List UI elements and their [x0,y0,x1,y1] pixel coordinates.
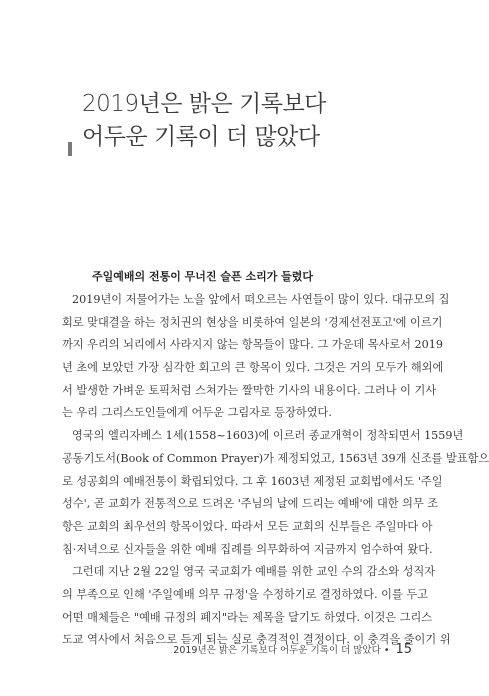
body-line: 그런데 지난 2월 22일 영국 국교회가 예배를 위한 교인 수의 감소와 성직자 [72,565,436,579]
body-line: 어떤 매체들은 "예배 규정의 폐지"라는 제목을 달기도 하였다. 이것은 그리스 [62,610,433,624]
body-line: 는 우리 그리스도인들에게 어두운 그림자로 등장하였다. [62,406,332,420]
body-line: 도교 역사에서 처음으로 듣게 되는 실로 충격적인 결정이다. 이 충격을 줄이기 위 [62,633,451,647]
page-footer [173,642,412,657]
body-line: 로 성공회의 예배전통이 확립되었다. 그 후 1603년 제정된 교회법에서도 '주일 [62,474,443,488]
chapter-title [82,88,442,154]
body-line: 성수', 곧 교회가 전통적으로 드려온 '주님의 날에 드리는 예배'에 대한 의무 조 [62,497,439,511]
body-line: 공동기도서(Book of Common Prayer)가 제정되었고, 1563년 39개 신조를 발표함으 [62,451,489,465]
page-number: 15 [395,642,412,657]
section-heading: 주일예배의 전통이 무너진 슬픈 소리가 들렸다 [92,270,314,283]
body-line: 의 부족으로 인해 '주일예배 의무 규정'을 수정하기로 결정하였다. 이를 두고 [62,587,428,601]
body-line: 회로 맞대결을 하는 정치권의 현상을 비롯하여 일본의 '경제선전포고'에 이르기 [62,315,443,329]
running-title: 2019년은 밝은 기록보다 어두운 기록이 더 많았다 [173,645,381,656]
footer-separator: • [383,645,390,656]
body-line: 영국의 엘리자베스 1세(1558~1603)에 이르러 종교개혁이 정착되면서 1559년 [72,429,464,443]
body-line: 년 초에 보았던 가장 심각한 회고의 큰 항목이 있다. 그것은 거의 모두가 해외에 [62,361,444,375]
body-line: 2019년이 저물어가는 노을 앞에서 떠오르는 사연들이 많이 있다. 대규모의 집 [72,293,450,306]
body-line: 서 발생한 가벼운 토픽처럼 스쳐가는 짤막한 기사의 내용이다. 그러나 이 기사 [62,383,437,397]
chapter-title-line-2: 어두운 기록이 더 많았다 [82,124,320,150]
body-text [62,289,489,652]
body-line: 까지 우리의 뇌리에서 사라지지 않는 항목들이 많다. 그 가운데 목사로서 2019 [62,338,443,352]
body-line: 침·저녁으로 신자들을 위한 예배 집례를 의무화하여 지금까지 엄수하여 왔다. [62,542,433,556]
body-line: 항은 교회의 최우선의 항목이었다. 따라서 모든 교회의 신부들은 주일마다 아 [62,519,433,533]
chapter-title-line-1: 2019년은 밝은 기록보다 [82,91,326,117]
title-marker-bar [68,142,72,156]
